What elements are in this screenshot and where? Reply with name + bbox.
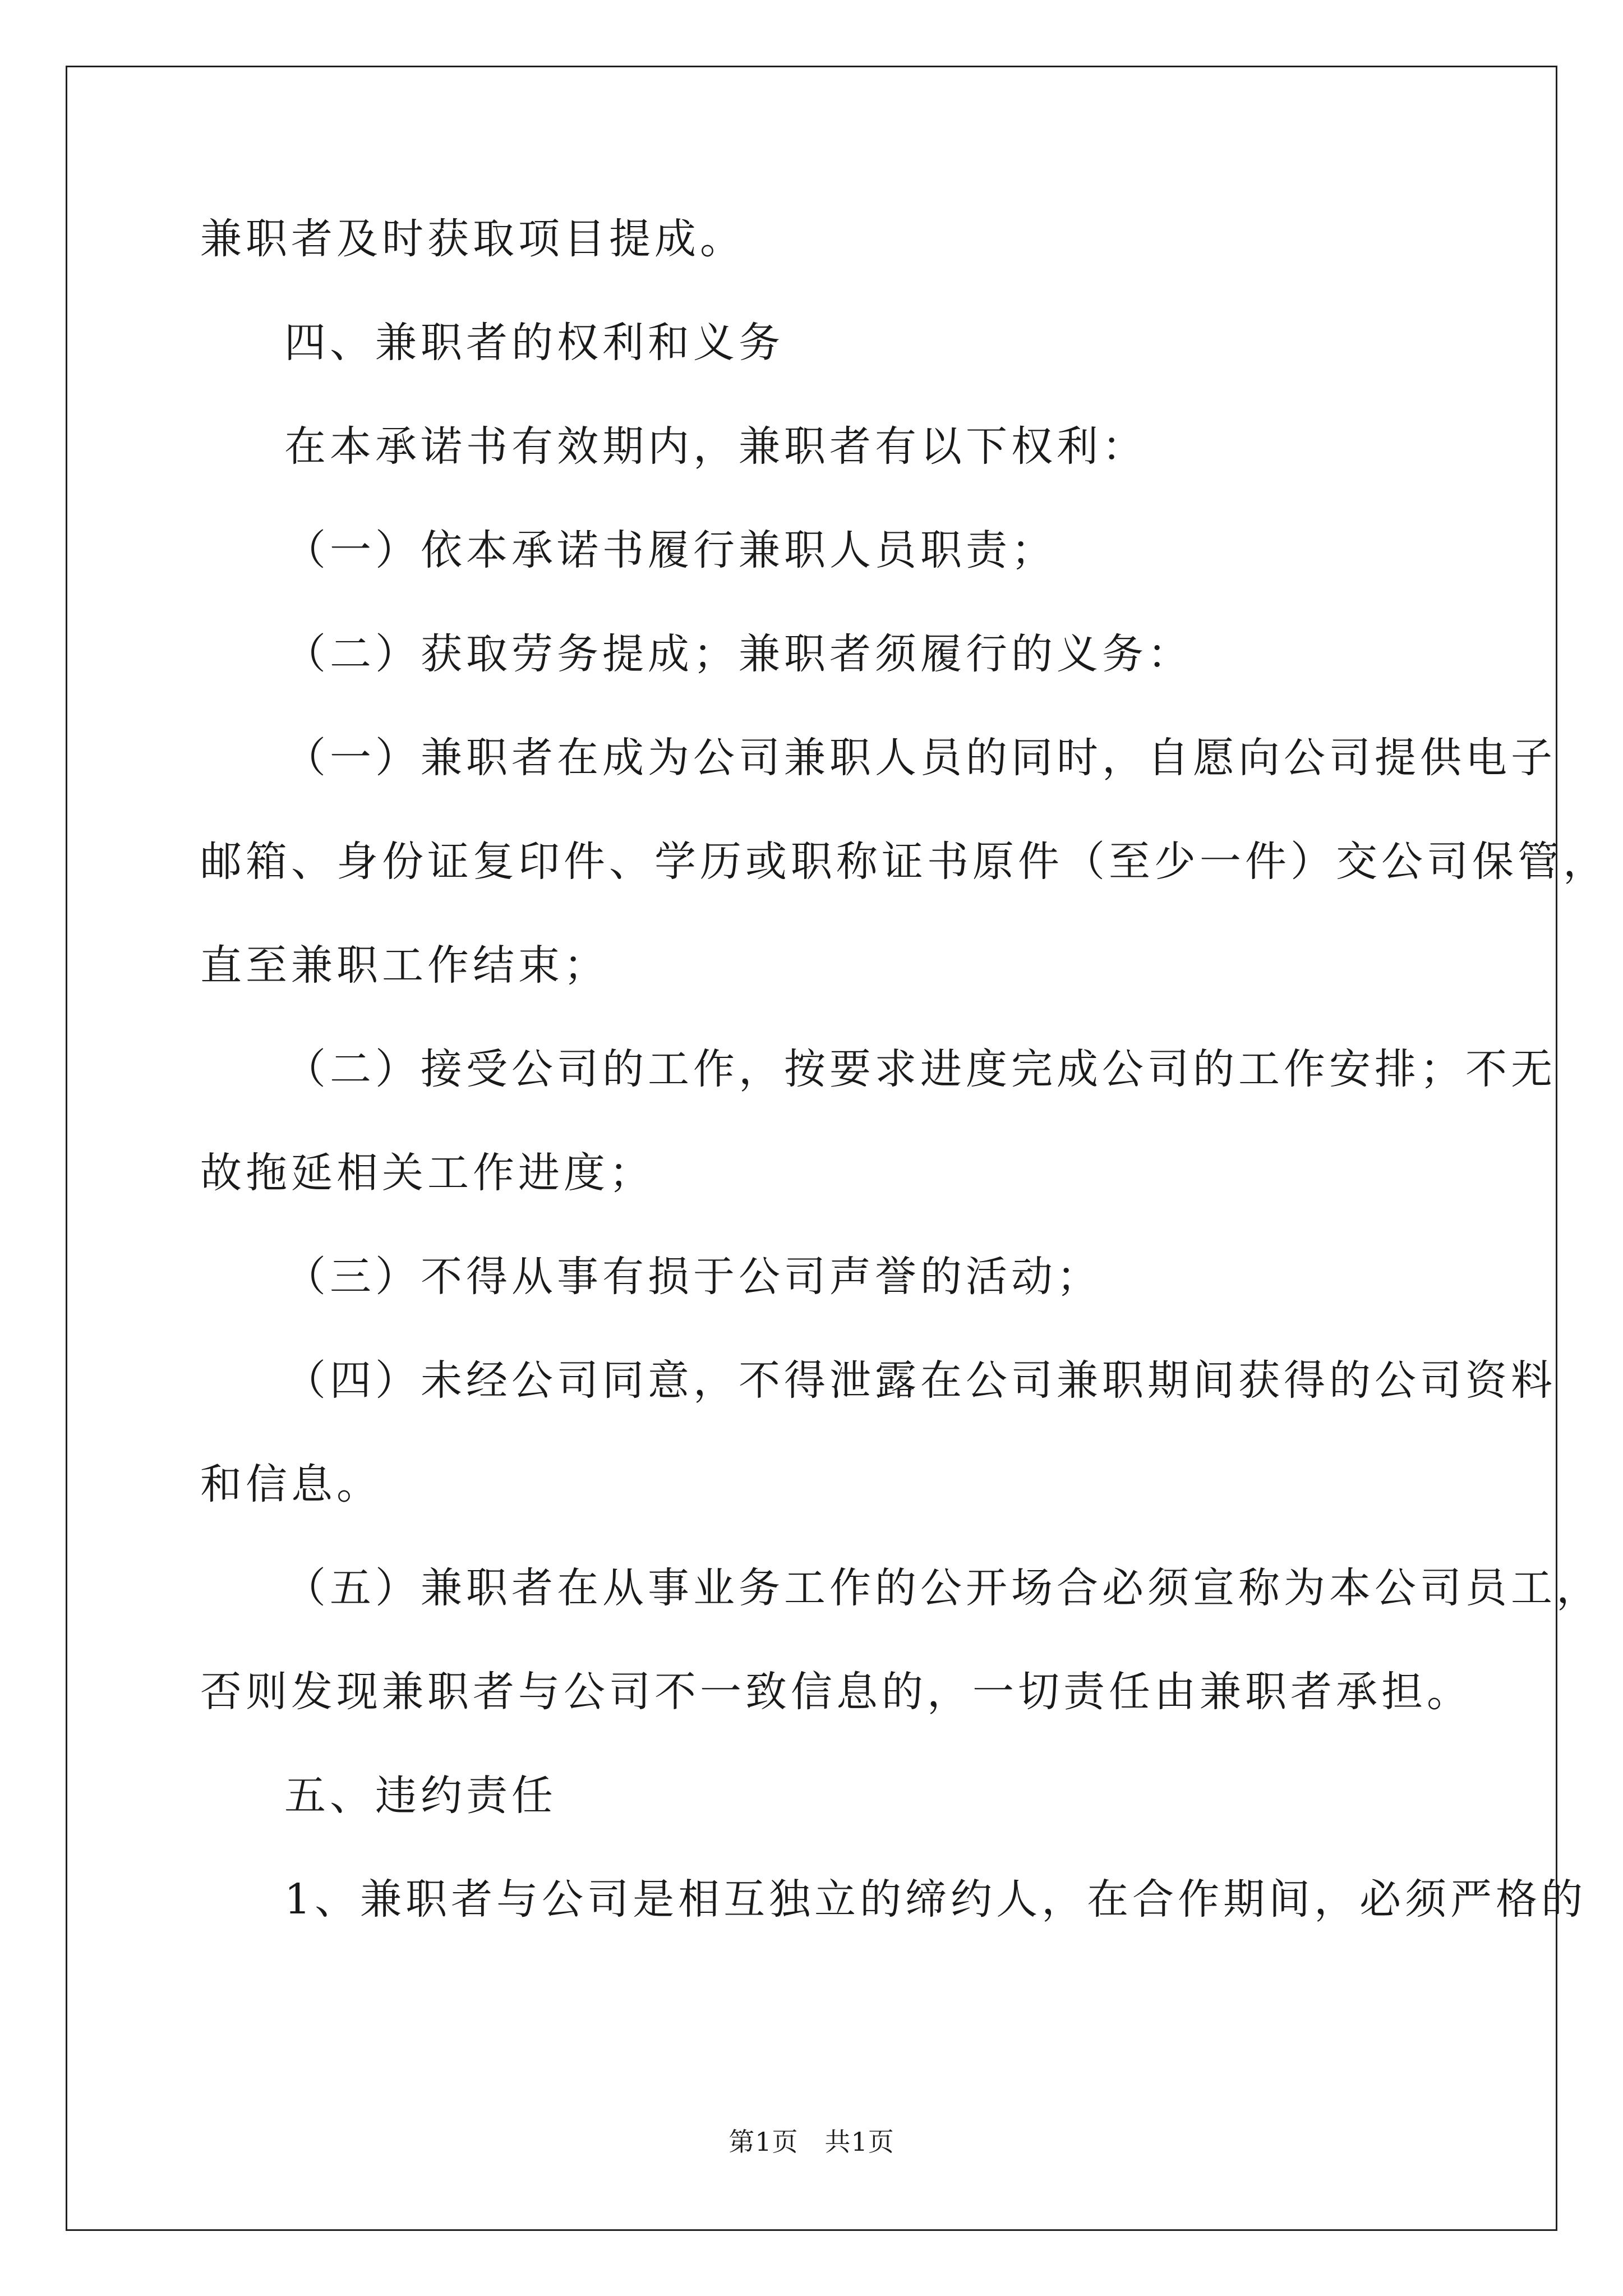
list-item: （二）获取劳务提成；兼职者须履行的义务： <box>284 630 1193 678</box>
list-item: （四）未经公司同意，不得泄露在公司兼职期间获得的公司资料 <box>284 1356 1556 1405</box>
paragraph-line: 邮箱、身份证复印件、学历或职称证书原件（至少一件）交公司保管， <box>200 838 1608 886</box>
paragraph-line: 故拖延相关工作进度； <box>200 1149 654 1197</box>
section-heading: 四、兼职者的权利和义务 <box>284 319 784 367</box>
paragraph-line: 在本承诺书有效期内，兼职者有以下权利： <box>284 422 1147 471</box>
paragraph-line: 和信息。 <box>200 1460 382 1508</box>
list-item: （一）依本承诺书履行兼职人员职责； <box>284 526 1057 574</box>
list-item: （一）兼职者在成为公司兼职人员的同时，自愿向公司提供电子 <box>284 734 1556 782</box>
paragraph-line: 否则发现兼职者与公司不一致信息的，一切责任由兼职者承担。 <box>200 1668 1472 1716</box>
list-item: 1、兼职者与公司是相互独立的缔约人，在合作期间，必须严格的 <box>284 1875 1587 1924</box>
list-item: （五）兼职者在从事业务工作的公开场合必须宣称为本公司员工， <box>284 1564 1602 1612</box>
paragraph-line: 兼职者及时获取项目提成。 <box>200 215 745 263</box>
page-footer <box>0 2125 1623 2159</box>
page-number: 第1页 <box>728 2127 799 2157</box>
section-heading: 五、违约责任 <box>284 1772 557 1820</box>
paragraph-line: 直至兼职工作结束； <box>200 941 609 990</box>
list-item: （三）不得从事有损于公司声誉的活动； <box>284 1253 1102 1301</box>
page-total: 共1页 <box>824 2127 895 2157</box>
list-item: （二）接受公司的工作，按要求进度完成公司的工作安排；不无 <box>284 1045 1556 1093</box>
